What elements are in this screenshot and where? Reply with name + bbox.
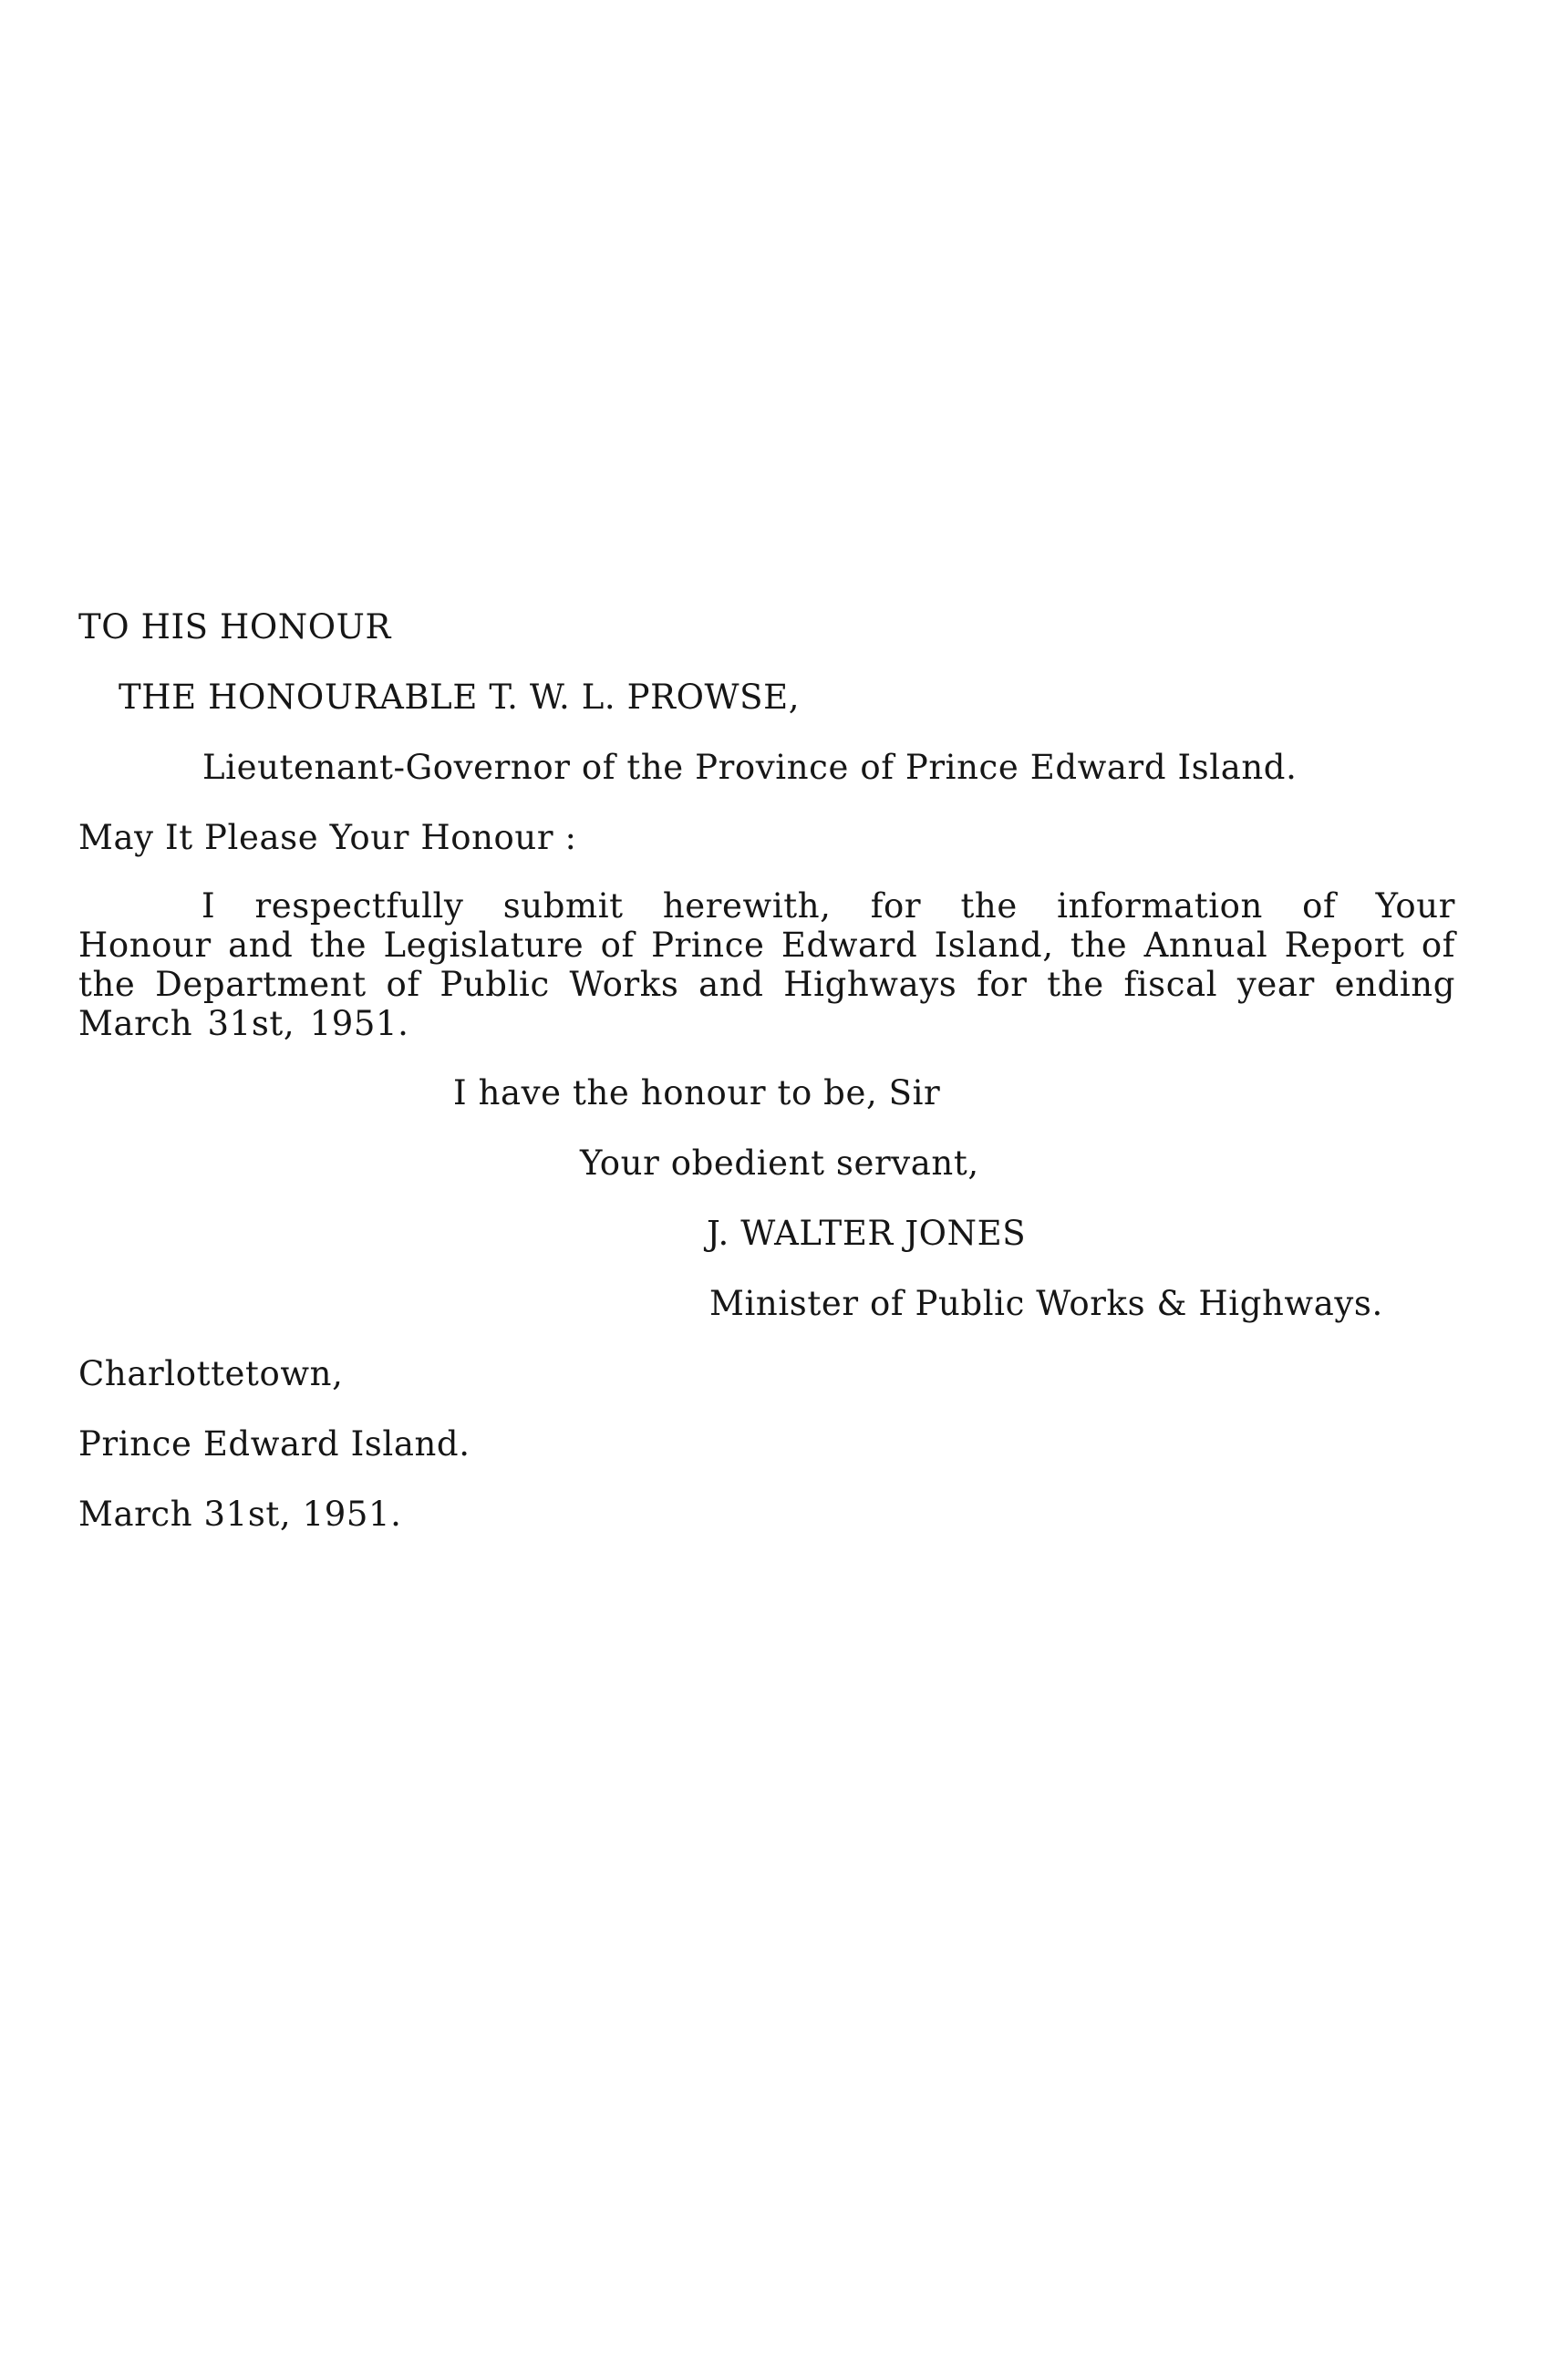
salutation-line-3: Lieutenant-Governor of the Province of Prince Edward Island. — [202, 748, 1298, 787]
signatory-name: J. WALTER JONES — [707, 1214, 1027, 1253]
salutation-line-1: TO HIS HONOUR — [78, 607, 391, 647]
place-line-1: Charlottetown, — [78, 1354, 344, 1393]
salutation-line-2: THE HONOURABLE T. W. L. PROWSE, — [119, 678, 801, 717]
letter-body-rest: Honour and the Legislature of Prince Edward Island, the Annual Report of the Department of Public Works and Highways for the fiscal year ending March 31st, 1951. — [78, 926, 1455, 1043]
closing-line: I have the honour to be, Sir — [453, 1073, 941, 1112]
letter-date: March 31st, 1951. — [78, 1495, 402, 1534]
place-line-2: Prince Edward Island. — [78, 1424, 471, 1464]
closing-servant: Your obedient servant, — [580, 1143, 979, 1183]
greeting: May It Please Your Honour : — [78, 818, 577, 857]
letter-body — [78, 886, 1455, 1043]
letter-body-first-line: I respectfully submit herewith, for the information of Your — [202, 886, 1455, 926]
signatory-title: Minister of Public Works & Highways. — [709, 1284, 1383, 1323]
